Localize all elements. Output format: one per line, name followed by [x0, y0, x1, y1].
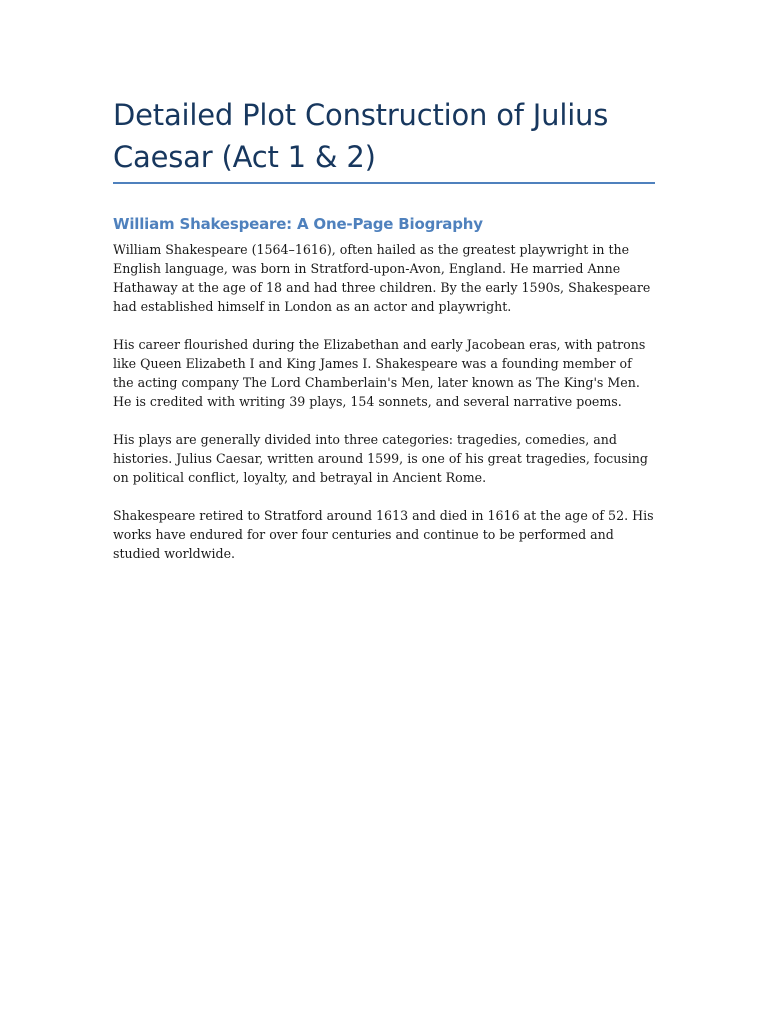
- document-page: [113, 94, 655, 582]
- body-paragraph-3: His plays are generally divided into three categories: tragedies, comedies, and histories. Julius Caesar, written around 1599, is one of his great tragedies, focusing on political conflict, loyalty, and betrayal in Ancient Rome.: [113, 432, 648, 485]
- section-heading: William Shakespeare: A One-Page Biography: [113, 215, 483, 233]
- body-paragraph-2: His career flourished during the Elizabethan and early Jacobean eras, with patrons like Queen Elizabeth I and King James I. Shakespeare was a founding member of the acting company The Lord Chamberlain's Men, later known as The King's Men. He is credited with writing 39 plays, 154 sonnets, and several narrative poems.: [113, 337, 646, 409]
- body-paragraph-4: Shakespeare retired to Stratford around 1613 and died in 1616 at the age of 52. His works have endured for over four centuries and continue to be performed and studied worldwide.: [113, 508, 654, 561]
- document-title: Detailed Plot Construction of Julius Caesar (Act 1 & 2): [113, 98, 609, 174]
- title-underline-rule: [113, 182, 655, 184]
- body-paragraph-1: William Shakespeare (1564–1616), often hailed as the greatest playwright in the English language, was born in Stratford-upon-Avon, England. He married Anne Hathaway at the age of 18 and had three children. By the early 1590s, Shakespeare had established himself in London as an actor and playwright.: [113, 242, 651, 314]
